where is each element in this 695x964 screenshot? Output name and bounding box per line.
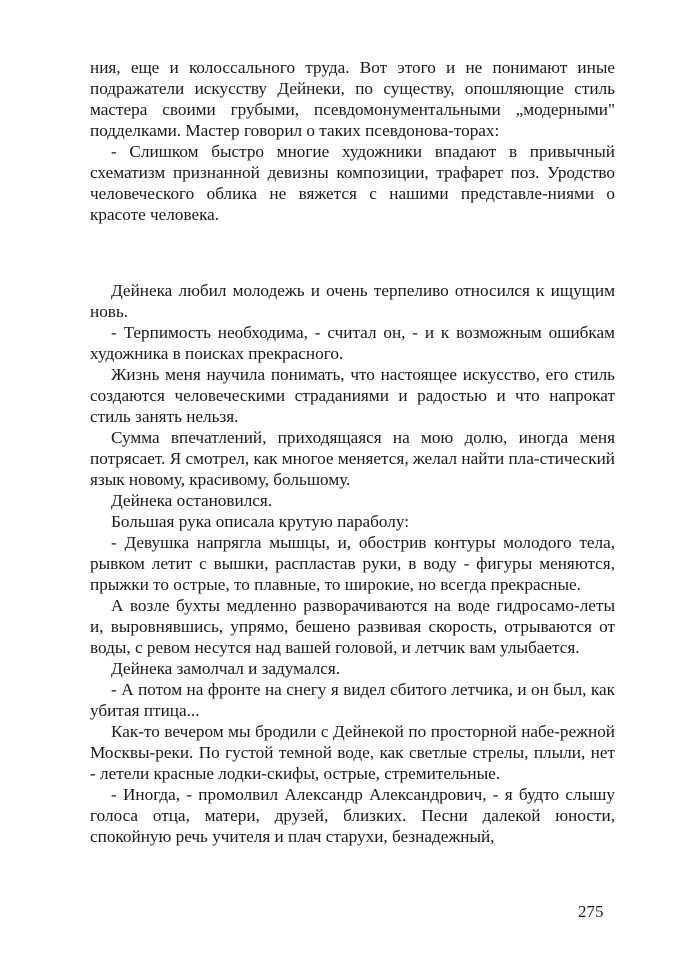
paragraph: Дейнека любил молодежь и очень терпеливо относился к ищущим новь.: [90, 281, 615, 321]
paragraph: Как-то вечером мы бродили с Дейнекой по просторной набе-режной Москвы-реки. По густой темной воде, как светлые стрелы, плыли, нет - летели красные лодки-скифы, острые, стремительные.: [90, 722, 615, 783]
page-number: 275: [578, 902, 604, 921]
paragraph: - Девушка напрягла мышцы, и, обострив контуры молодого тела, рывком летит с вышки, распластав руки, в воду - фигуры меняются, прыжки то острые, то плавные, то широкие, но всегда прекрасные.: [90, 533, 615, 594]
paragraph: А возле бухты медленно разворачиваются на воде гидросамо-леты и, выровнявшись, упрямо, бешено развивая скорость, отрываются от воды, с ревом несутся над вашей головой, и летчик вам улыбается.: [90, 596, 615, 657]
paragraph: ния, еще и колоссального труда. Вот этого и не понимают иные подражатели искусству Дейнеки, по существу, опошляющие стиль мастера своими грубыми, псевдомонументальными „модерными" подделками. Мастер говорил о таких псевдонова-торах:: [90, 58, 615, 140]
paragraph: - Иногда, - промолвил Александр Александрович, - я будто слышу голоса отца, матери, друзей, близких. Песни далекой юности, спокойную речь учителя и плач старухи, безнадежный,: [90, 785, 615, 846]
paragraph: - А потом на фронте на снегу я видел сбитого летчика, и он был, как убитая птица...: [90, 680, 615, 720]
paragraph: Жизнь меня научила понимать, что настоящее искусство, его стиль создаются человеческими страданиями и радостью и что напрокат стиль занять нельзя.: [90, 365, 615, 426]
paragraph: - Терпимость необходима, - считал он, - и к возможным ошибкам художника в поисках прекрасного.: [90, 323, 615, 363]
paragraph: Большая рука описала крутую параболу:: [111, 512, 410, 531]
top-text-section: [90, 57, 615, 225]
main-text-section: [90, 280, 615, 847]
paragraph: Дейнека остановился.: [111, 491, 273, 510]
paragraph: - Слишком быстро многие художники впадают в привычный схематизм признанной девизны композиции, трафарет поз. Уродство человеческого облика не вяжется с нашими представле-ниями о красоте человека.: [90, 142, 615, 224]
paragraph: Сумма впечатлений, приходящаяся на мою долю, иногда меня потрясает. Я смотрел, как многое меняется, желал найти пла-стический язык новому, красивому, большому.: [90, 428, 615, 489]
paragraph: Дейнека замолчал и задумался.: [111, 659, 341, 678]
